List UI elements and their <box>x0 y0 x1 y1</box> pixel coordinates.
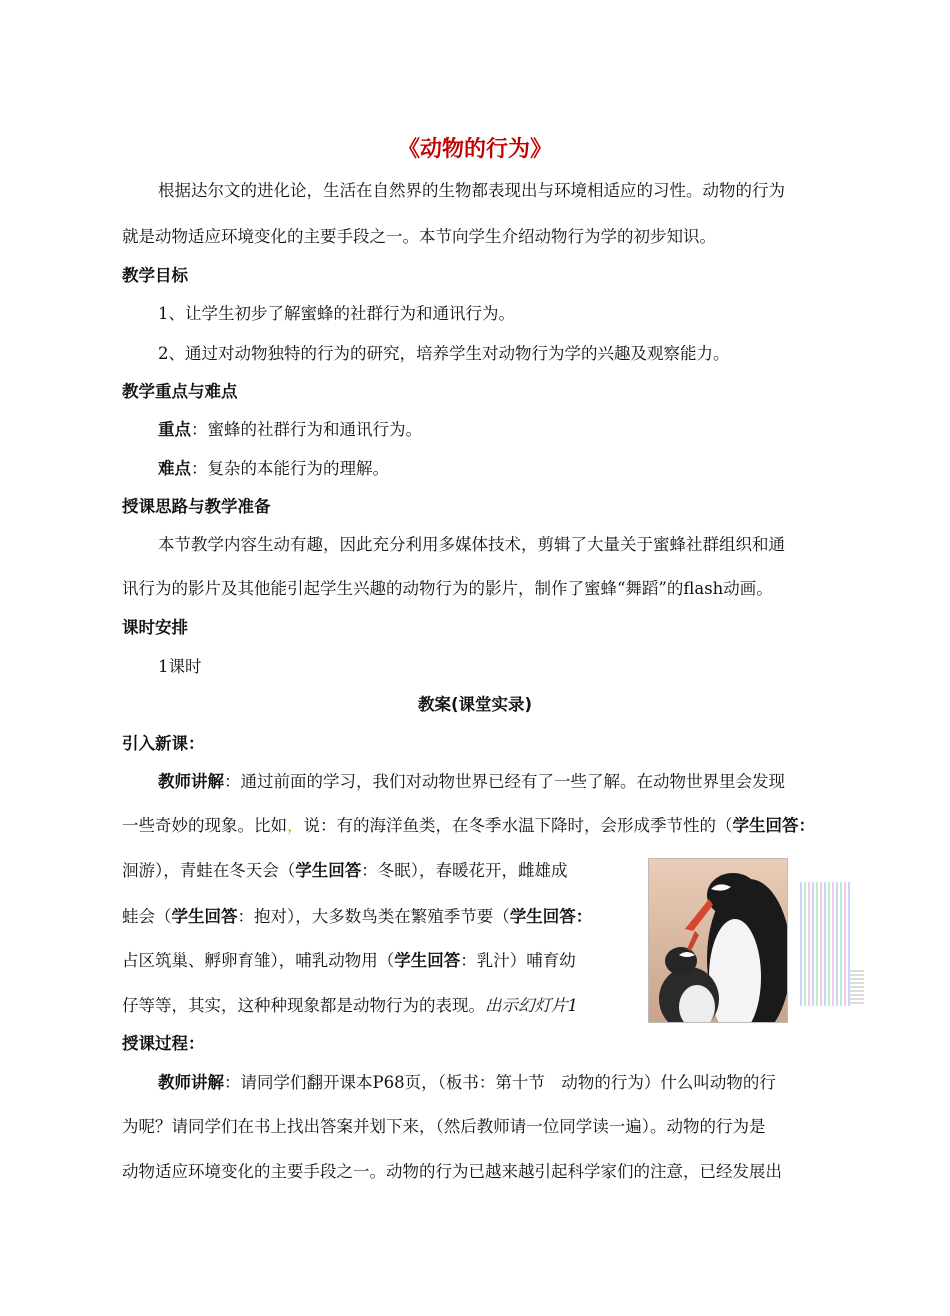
process-line-2: 为呢？请同学们在书上找出答案并划下来，（然后教师请一位同学读一遍）。动物的行为是 <box>122 1117 766 1136</box>
prep-line-2: 讯行为的影片及其他能引起学生兴趣的动物行为的影片，制作了蜜蜂“舞蹈”的flash动画。 <box>122 579 773 598</box>
process-heading: 授课过程： <box>122 1034 205 1053</box>
student-answer-label: 学生回答 <box>394 951 461 970</box>
key-point-label: 重点 <box>158 420 191 439</box>
intro-lesson-dot: ， <box>287 816 304 835</box>
intro-lesson-text-2a: 一些奇妙的现象。比如 <box>122 816 287 835</box>
process-line-3: 动物适应环境变化的主要手段之一。动物的行为已越来越引起科学家们的注意，已经发展出 <box>122 1162 782 1181</box>
student-answer-label: 学生回答 <box>295 861 362 880</box>
intro-lesson-text-6a: 仔等等，其实，这种种现象都是动物行为的表现。 <box>122 996 485 1015</box>
intro-line-1: 根据达尔文的进化论，生活在自然界的生物都表现出与环境相适应的习性。动物的行为 <box>158 181 785 200</box>
student-answer-label: 学生回答 <box>171 907 238 926</box>
intro-lesson-heading: 引入新课： <box>122 734 205 753</box>
key-difficulty-text: ：复杂的本能行为的理解。 <box>191 459 389 478</box>
intro-lesson-text-4c: ： <box>575 907 593 926</box>
show-slide-note: 出示幻灯片1 <box>485 996 578 1015</box>
student-answer-label: 学生回答 <box>732 816 799 835</box>
intro-lesson-text-3a: 洄游），青蛙在冬天会（ <box>122 861 296 880</box>
teacher-label: 教师讲解 <box>158 772 224 791</box>
process-line-1 <box>158 1069 888 1093</box>
intro-lesson-text-5b: ：乳汁）哺育幼 <box>460 951 576 970</box>
goal-item-1: 1、让学生初步了解蜜蜂的社群行为和通讯行为。 <box>158 304 515 323</box>
prep-line-1: 本节教学内容生动有趣，因此充分利用多媒体技术，剪辑了大量关于蜜蜂社群组织和通 <box>158 535 785 554</box>
intro-lesson-text-4a: 蛙会（ <box>122 907 172 926</box>
key-heading: 教学重点与难点 <box>122 382 238 401</box>
intro-lesson-text-3b: ：冬眠），春暖花开，雌雄成 <box>361 861 568 880</box>
prep-heading: 授课思路与教学准备 <box>122 497 271 516</box>
goal-item-2: 2、通过对动物独特的行为的研究，培养学生对动物行为学的兴趣及观察能力。 <box>158 344 730 363</box>
key-difficulty-label: 难点 <box>158 459 191 478</box>
key-difficulty <box>158 455 888 479</box>
penguin-illustration <box>649 859 787 1022</box>
intro-lesson-line-2 <box>122 812 852 836</box>
document-title: 《动物的行为》 <box>397 137 552 162</box>
intro-lesson-text-5a: 占区筑巢、孵卵育雏），哺乳动物用（ <box>122 951 395 970</box>
intro-lesson-line-1 <box>158 768 888 792</box>
key-point <box>158 416 888 440</box>
decorative-stripes <box>800 882 852 1006</box>
schedule-text: 1课时 <box>158 657 202 676</box>
lesson-plan-heading: 教案(课堂实录) <box>417 695 533 714</box>
penguin-photo <box>648 858 788 1023</box>
intro-lesson-text-2c: ： <box>798 816 815 835</box>
goals-heading: 教学目标 <box>122 266 188 285</box>
intro-lesson-text-2b: 说：有的海洋鱼类，在冬季水温下降时，会形成季节性的（ <box>303 816 733 835</box>
student-answer-label: 学生回答 <box>509 907 576 926</box>
intro-lesson-text-1: ：通过前面的学习，我们对动物世界已经有了一些了解。在动物世界里会发现 <box>224 772 785 791</box>
key-point-text: ：蜜蜂的社群行为和通讯行为。 <box>191 420 422 439</box>
intro-line-2: 就是动物适应环境变化的主要手段之一。本节向学生介绍动物行为学的初步知识。 <box>122 227 716 246</box>
intro-lesson-text-4b: ：抱对），大多数鸟类在繁殖季节要（ <box>237 907 510 926</box>
process-text-1: ：请同学们翻开课本P68页，（板书：第十节 动物的行为）什么叫动物的行 <box>224 1073 776 1092</box>
teacher-label: 教师讲解 <box>158 1073 224 1092</box>
schedule-heading: 课时安排 <box>122 618 188 637</box>
decorative-stripes-tail <box>850 968 864 1004</box>
